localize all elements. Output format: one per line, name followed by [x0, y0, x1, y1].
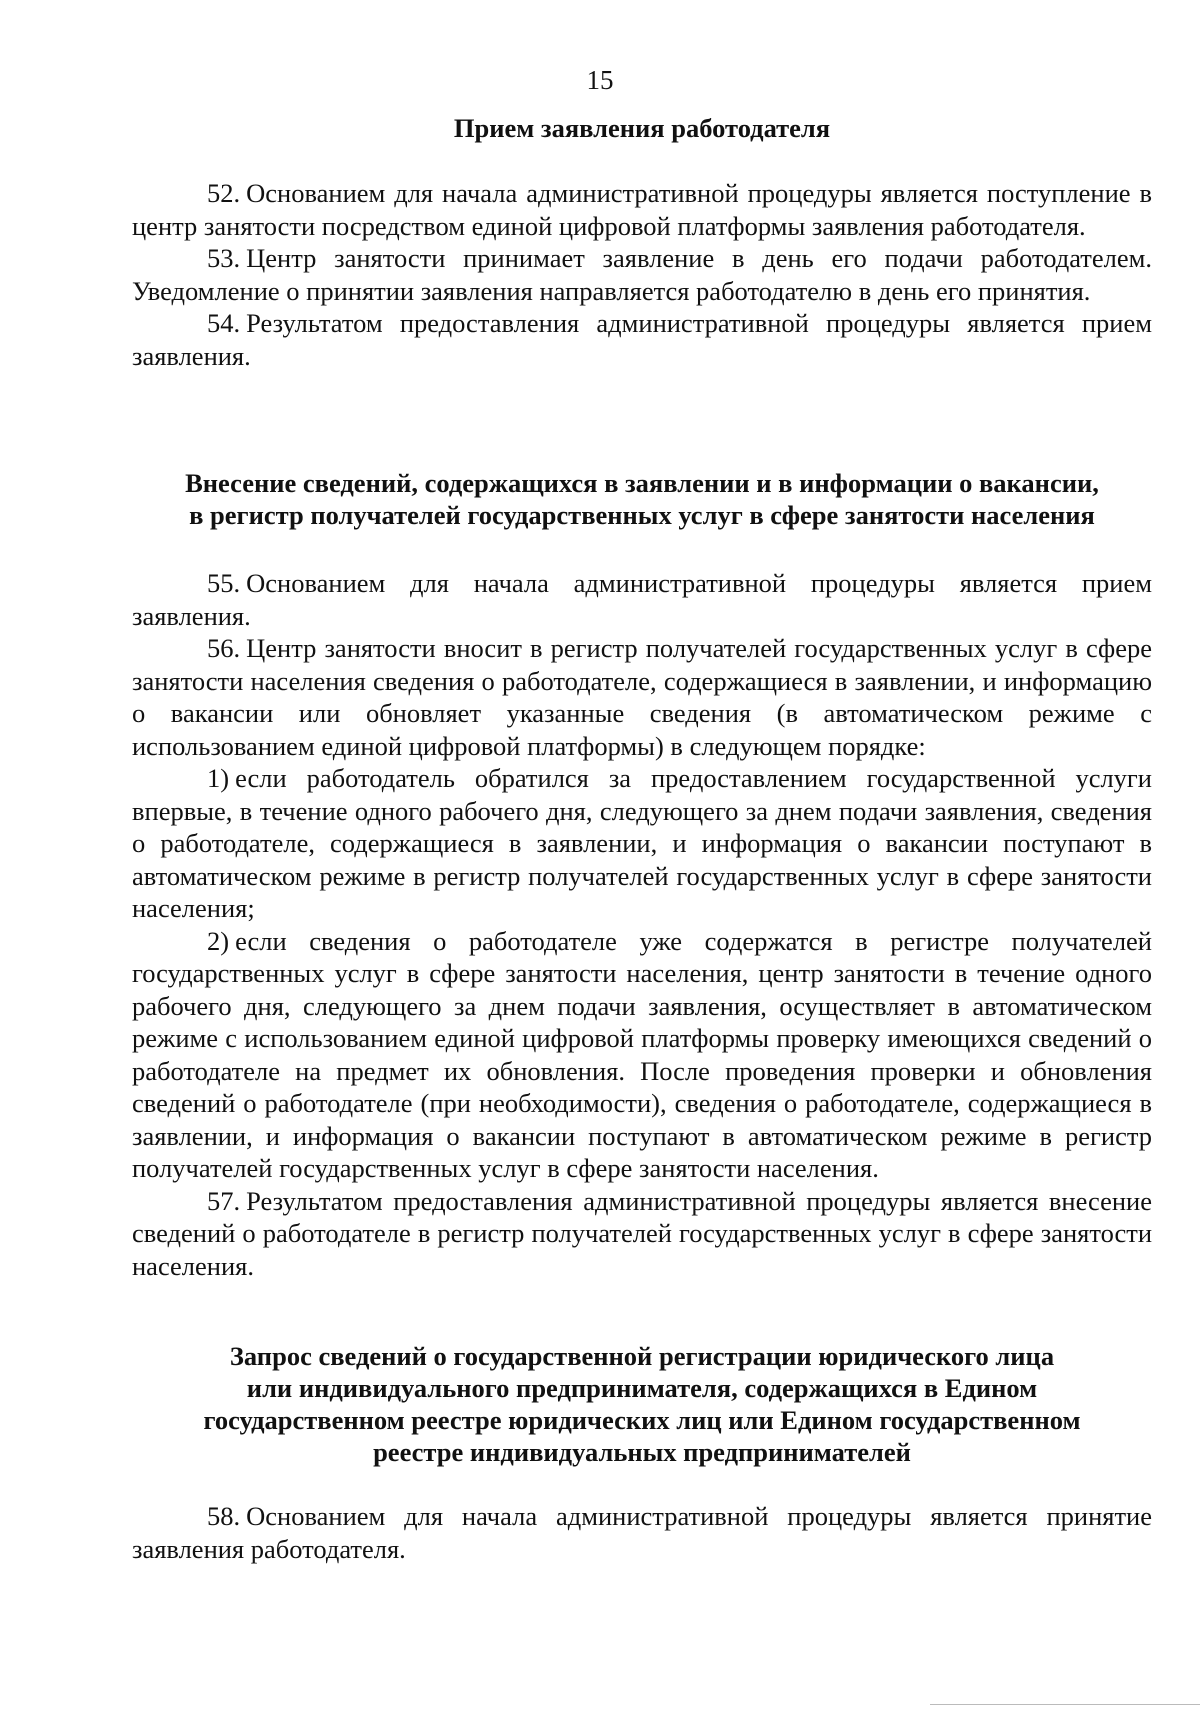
subparagraph-1 — [132, 762, 1152, 925]
paragraph-text: Центр занятости принимает заявление в день его подачи работодателем. Уведомление о принятии заявления направляется работодателю в день его принятия. — [132, 243, 1152, 306]
paragraph-text: если работодатель обратился за предоставлением государственной услуги впервые, в течение одного рабочего дня, следующего за днем подачи заявления, сведения о работодателе, содержащиеся в заявлении, и информация о вакансии поступают в автоматическом режиме в регистр получателей государственных услуг в сфере занятости населения; — [132, 763, 1152, 923]
paragraph-58 — [132, 1500, 1152, 1565]
section-3-title-line-1: Запрос сведений о государственной регистрации юридического лица — [229, 1341, 1055, 1371]
section-1-body — [132, 177, 1152, 372]
section-2-heading-block — [132, 467, 1152, 531]
subparagraph-2 — [132, 925, 1152, 1185]
section-3-title-line-4: реестре индивидуальных предпринимателей — [373, 1437, 911, 1467]
section-3-body — [132, 1500, 1152, 1565]
paragraph-56 — [132, 632, 1152, 762]
paragraph-text: если сведения о работодателе уже содержатся в регистре получателей государственных услуг в сфере занятости населения, центр занятости в течение одного рабочего дня, следующего за днем подачи заявления, осуществляет в автоматическом режиме с использованием единой цифровой платформы проверку имеющихся сведений о работодателе на предмет их обновления. После проведения проверки и обновления сведений о работодателе (при необходимости), сведения о работодателе, содержащиеся в заявлении, и информация о вакансии поступают в автоматическом режиме в регистр получателей государственных услуг в сфере занятости населения. — [132, 925, 1152, 1183]
paragraph-number: 53. — [207, 243, 241, 273]
section-2-title-line-1: Внесение сведений, содержащихся в заявлении и в информации о вакансии, — [185, 468, 1099, 498]
section-3-heading-block — [132, 1340, 1152, 1468]
paragraph-number: 56. — [207, 633, 241, 663]
paragraph-number: 2) — [207, 925, 230, 956]
paragraph-number: 55. — [207, 568, 241, 598]
paragraph-number: 58. — [207, 1501, 241, 1531]
paragraph-text: Результатом предоставления административной процедуры является внесение сведений о работодателе в регистр получателей государственных услуг в сфере занятости населения. — [132, 1185, 1152, 1281]
paragraph-52 — [132, 177, 1152, 242]
paragraph-53 — [132, 242, 1152, 307]
section-1-heading-block — [132, 112, 1152, 144]
page-number: 15 — [586, 65, 614, 95]
section-2-body — [132, 567, 1152, 1282]
paragraph-number: 57. — [207, 1185, 241, 1216]
paragraph-55 — [132, 567, 1152, 632]
paragraph-text: Основанием для начала административной процедуры является прием заявления. — [132, 568, 1152, 631]
section-1-title: Прием заявления работодателя — [453, 113, 831, 143]
section-3-title-line-3: государственном реестре юридических лиц или Едином государственном — [203, 1405, 1081, 1435]
paragraph-number: 1) — [207, 763, 230, 793]
paragraph-number: 54. — [207, 308, 241, 338]
section-2-title-line-2: в регистр получателей государственных услуг в сфере занятости населения — [189, 500, 1095, 530]
paragraph-text: Центр занятости вносит в регистр получателей государственных услуг в сфере занятости населения сведения о работодателе, содержащиеся в заявлении, и информацию о вакансии или обновляет указанные сведения (в автоматическом режиме с использованием единой цифровой платформы) в следующем порядке: — [132, 633, 1152, 761]
paragraph-text: Основанием для начала административной процедуры является поступление в центр занятости посредством единой цифровой платформы заявления работодателя. — [132, 178, 1152, 241]
scan-edge-line — [930, 1704, 1200, 1705]
section-3-title-line-2: или индивидуального предпринимателя, содержащихся в Едином — [246, 1373, 1038, 1403]
paragraph-text: Основанием для начала административной процедуры является принятие заявления работодателя. — [132, 1501, 1152, 1564]
paragraph-54 — [132, 307, 1152, 372]
paragraph-57 — [132, 1185, 1152, 1283]
paragraph-text: Результатом предоставления административной процедуры является прием заявления. — [132, 308, 1152, 371]
paragraph-number: 52. — [207, 178, 241, 208]
